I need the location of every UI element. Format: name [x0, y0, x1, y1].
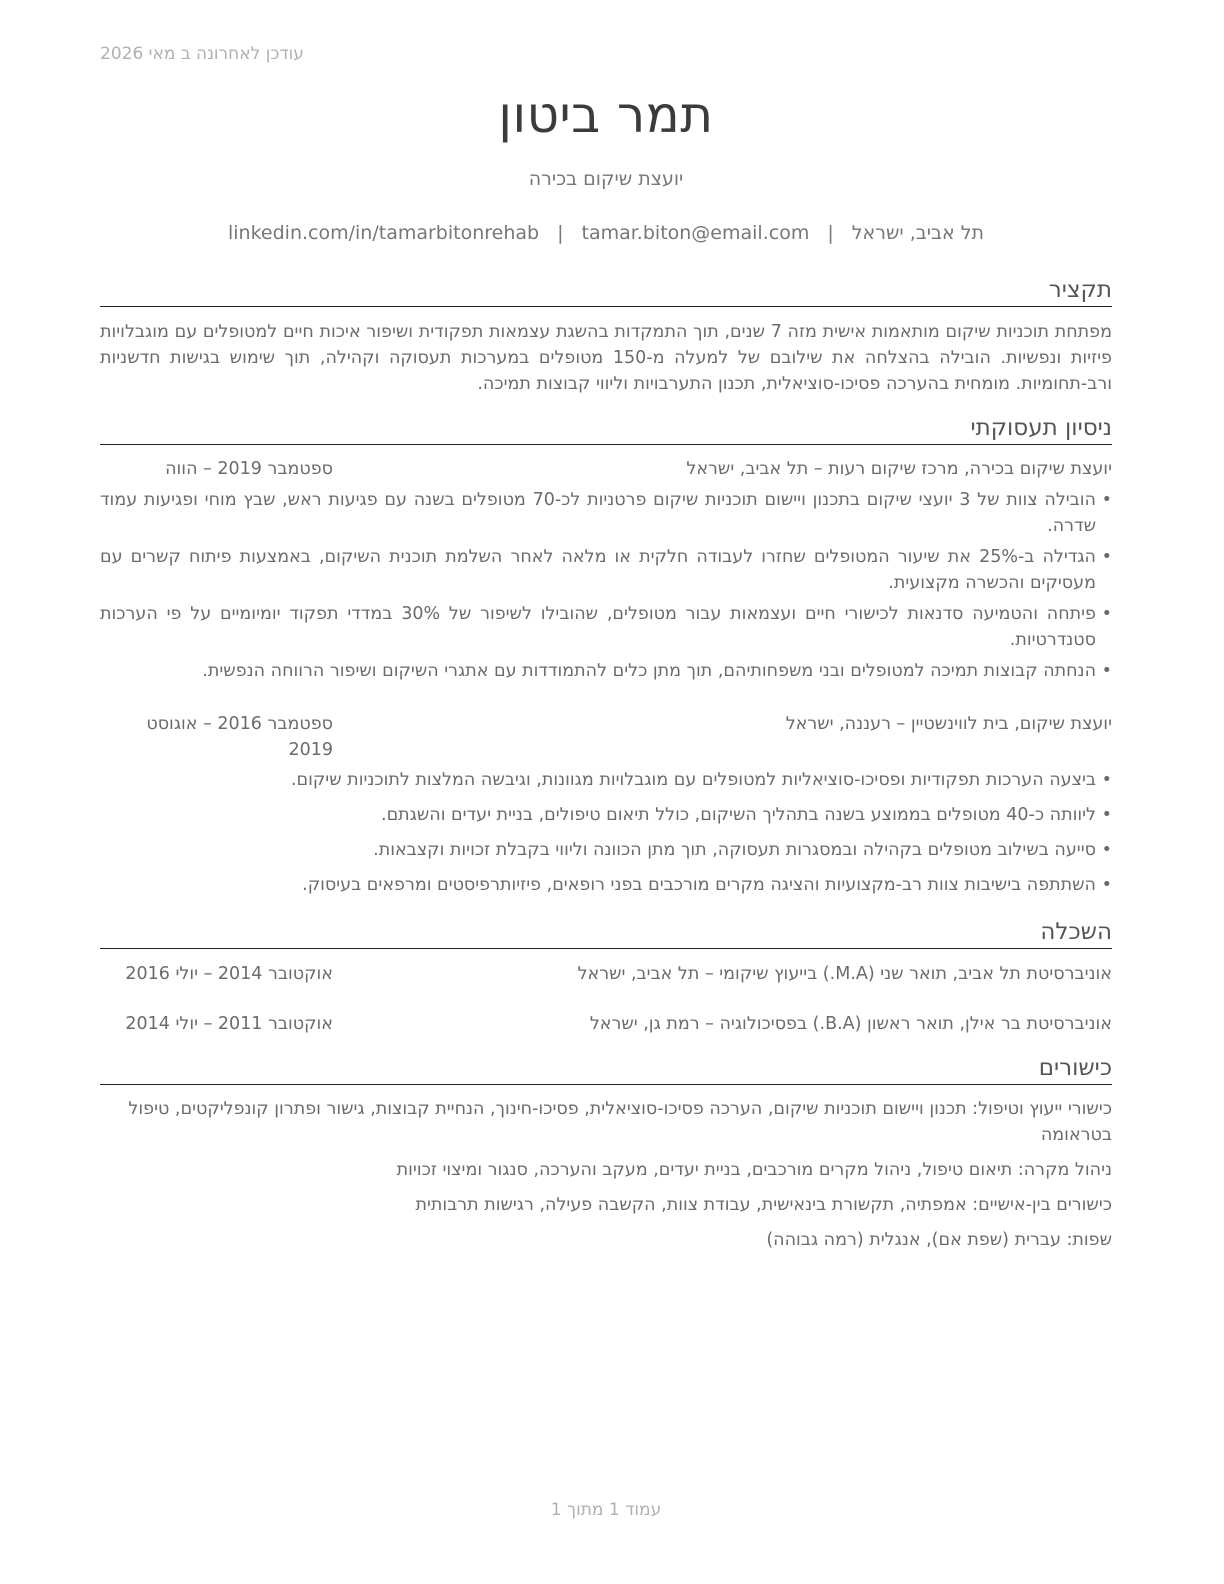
job-bullets	[100, 487, 1112, 689]
bullet-icon: •	[1101, 547, 1112, 567]
list-item: • הובילה צוות של 3 יועצי שיקום בתכנון ויישום תוכניות שיקום פרטניות לכ-70 מטופלים בשנה עם פגיעות ראש, שבץ מוחי ופגיעות עמוד שדרה.	[100, 487, 1112, 539]
skills-list	[100, 1096, 1112, 1262]
job-bullets	[100, 767, 1112, 907]
summary-text: מפתחת תוכניות שיקום מותאמות אישית מזה 7 שנים, תוך התמקדות בהשגת עצמאות תפקודית ושיפור איכות חיים למטופלים עם מוגבלויות פיזיות ונפשיות. הובילה בהצלחה את שילובם של למעלה מ-150 מטופלים במערכות תעסוקה וקהילה, תוך שימוש בגישות חדשניות ורב-תחומיות. מומחית בהערכה פסיכו-סוציאלית, תכנון התערבויות וליווי קבוצות תמיכה.	[100, 322, 1112, 394]
skills-heading: כישורים	[100, 1054, 1112, 1085]
contact-email[interactable]: tamar.biton@email.com	[581, 222, 810, 244]
education-heading: השכלה	[100, 918, 1112, 949]
resume-page	[100, 0, 1112, 1584]
education-degree: אוניברסיטת בר אילן, תואר ראשון (B.A.) בפסיכולוגיה – רמת גן, ישראל	[589, 1014, 1112, 1034]
bullet-icon: •	[1101, 604, 1112, 624]
job-header	[100, 711, 1112, 763]
bullet-icon: •	[1101, 840, 1112, 860]
education-item	[100, 961, 1112, 987]
bullet-icon: •	[1101, 490, 1112, 510]
education-dates: אוקטובר 2014 – יולי 2016	[125, 964, 333, 984]
job-role: יועצת שיקום, בית לווינשטיין – רעננה, ישראל	[785, 714, 1112, 734]
list-item: • ליוותה כ-40 מטופלים בממוצע בשנה בתהליך השיקום, כולל תיאום טיפולים, בניית יעדים והשגתם.	[100, 802, 1112, 828]
list-item: • השתתפה בישיבות צוות רב-מקצועיות והציגה מקרים מורכבים בפני רופאים, פיזיותרפיסטים ומרפאים בעיסוק.	[100, 872, 1112, 898]
last-updated-note: עודכן לאחרונה ב מאי 2026	[100, 44, 304, 64]
bullet-icon: •	[1101, 661, 1112, 681]
skills-line: שפות: עברית (שפת אם), אנגלית (רמה גבוהה)	[766, 1230, 1112, 1250]
page-number: עמוד 1 מתוך 1	[550, 1500, 662, 1520]
list-item: • סייעה בשילוב מטופלים בקהילה ובמסגרות תעסוקה, תוך מתן הכוונה וליווי בקבלת זכויות וקצבאות.	[100, 837, 1112, 863]
skills-line: ניהול מקרה: תיאום טיפול, ניהול מקרים מורכבים, בניית יעדים, מעקב והערכה, סנגור ומיצוי זכויות	[396, 1160, 1112, 1180]
job-header	[100, 456, 1112, 482]
bullet-icon: •	[1101, 770, 1112, 790]
experience-heading: ניסיון תעסוקתי	[100, 414, 1112, 445]
education-dates: אוקטובר 2011 – יולי 2014	[125, 1014, 333, 1034]
bullet-icon: •	[1101, 805, 1112, 825]
job-role: יועצת שיקום בכירה, מרכז שיקום רעות – תל אביב, ישראל	[686, 459, 1112, 479]
list-item: • ביצעה הערכות תפקודיות ופסיכו-סוציאליות למטופלים עם מוגבלויות מגוונות, וגיבשה המלצות לתוכניות שיקום.	[100, 767, 1112, 793]
contact-separator: |	[557, 222, 564, 244]
candidate-name: תמר ביטון	[498, 86, 714, 144]
list-item: • פיתחה והטמיעה סדנאות לכישורי חיים ועצמאות עבור מטופלים, שהובילו לשיפור של 30% במדדי תפקוד יומיומיים על פי הערכות סטנדרטיות.	[100, 601, 1112, 653]
list-item: • הגדילה ב-25% את שיעור המטופלים שחזרו לעבודה חלקית או מלאה לאחר השלמת תוכנית השיקום, באמצעות פיתוח קשרים עם מעסיקים והכשרה מקצועית.	[100, 544, 1112, 596]
summary-heading: תקציר	[100, 276, 1112, 307]
contact-location: תל אביב, ישראל	[851, 222, 984, 244]
education-degree: אוניברסיטת תל אביב, תואר שני (M.A.) בייעוץ שיקומי – תל אביב, ישראל	[577, 964, 1112, 984]
contact-line	[100, 222, 1112, 244]
contact-linkedin[interactable]: linkedin.com/in/tamarbitonrehab	[228, 222, 540, 244]
skills-line: כישורים בין-אישיים: אמפתיה, תקשורת בינאישית, עבודת צוות, הקשבה פעילה, רגישות תרבותית	[415, 1195, 1112, 1215]
skills-line: כישורי ייעוץ וטיפול: תכנון ויישום תוכניות שיקום, הערכה פסיכו-סוציאלית, פסיכו-חינוך, הנחיית קבוצות, גישור ופתרון קונפליקטים, טיפול בטראומה	[128, 1099, 1112, 1145]
job-dates: ספטמבר 2016 – אוגוסט 2019	[146, 714, 333, 760]
job-dates: ספטמבר 2019 – הווה	[165, 459, 333, 479]
bullet-icon: •	[1101, 875, 1112, 895]
education-item	[100, 1011, 1112, 1037]
list-item: • הנחתה קבוצות תמיכה למטופלים ובני משפחותיהם, תוך מתן כלים להתמודדות עם אתגרי השיקום ושיפור הרווחה הנפשית.	[100, 658, 1112, 684]
contact-separator: |	[827, 222, 834, 244]
candidate-title: יועצת שיקום בכירה	[528, 168, 684, 190]
